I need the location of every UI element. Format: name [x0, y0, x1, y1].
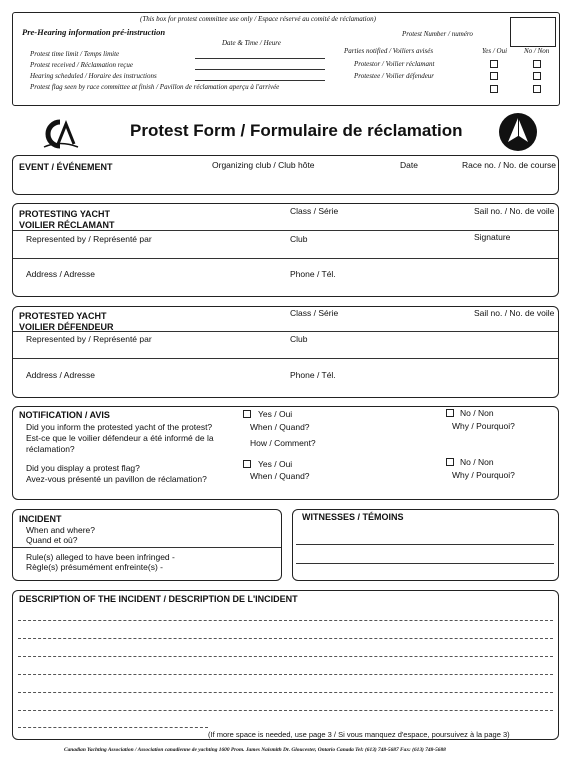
- protesting-club-label: Club: [290, 234, 308, 244]
- description-line-6[interactable]: [18, 710, 553, 711]
- protesting-represented-label: Represented by / Représenté par: [26, 234, 152, 244]
- cya-logo-icon: [40, 118, 80, 150]
- witnesses-heading: WITNESSES / TÉMOINS: [302, 512, 404, 522]
- date-time-label: Date & Time / Heure: [222, 39, 281, 47]
- protesting-heading-fr: VOILIER RÉCLAMANT: [19, 220, 115, 230]
- protest-number-label: Protest Number / numéro: [402, 30, 473, 38]
- q1-fr-2: réclamation?: [26, 444, 75, 454]
- no-header: No / Non: [524, 47, 550, 55]
- protesting-represented-field[interactable]: [13, 258, 558, 259]
- protesting-signature-label: Signature: [474, 232, 511, 242]
- incident-where-en: When and where?: [26, 525, 95, 535]
- protesting-phone-label: Phone / Tél.: [290, 269, 336, 279]
- q1-why-label: Why / Pourquoi?: [452, 421, 515, 431]
- organizing-club-label: Organizing club / Club hôte: [212, 160, 315, 170]
- witnesses-field-1[interactable]: [296, 544, 554, 545]
- witnesses-field-2[interactable]: [296, 563, 554, 564]
- incident-rules-en: Rule(s) alleged to have been infringed -: [26, 552, 175, 562]
- protest-time-limit-label: Protest time limit / Temps limite: [30, 50, 120, 58]
- protesting-class-label: Class / Série: [290, 206, 339, 216]
- protestee-label: Protestee / Voilier défendeur: [354, 72, 435, 80]
- flag-seen-yes-checkbox[interactable]: [490, 85, 498, 93]
- q2-when-label: When / Quand?: [250, 471, 310, 481]
- incident-heading: INCIDENT: [19, 514, 62, 524]
- hearing-scheduled-label: Hearing scheduled / Horaire des instructions: [30, 72, 157, 80]
- protested-heading-en: PROTESTED YACHT: [19, 311, 107, 321]
- more-space-note: (If more space is needed, use page 3 / Si vous manquez d'espace, poursuivez à la page 3): [208, 730, 510, 739]
- q1-yes-label: Yes / Oui: [258, 409, 293, 419]
- description-line-3[interactable]: [18, 656, 553, 657]
- q2-no-label: No / Non: [460, 457, 494, 467]
- description-section: [12, 590, 559, 740]
- event-date-label: Date: [400, 160, 418, 170]
- protestor-no-checkbox[interactable]: [533, 60, 541, 68]
- protested-heading-fr: VOILIER DÉFENDEUR: [19, 322, 114, 332]
- protesting-sail-no-label: Sail no. / No. de voile: [474, 206, 555, 216]
- description-line-2[interactable]: [18, 638, 553, 639]
- pre-hearing-label: Pre-Hearing information pré-instruction: [22, 27, 166, 37]
- protestor-label: Protestor / Voilier réclamant: [354, 60, 435, 68]
- q2-why-label: Why / Pourquoi?: [452, 470, 515, 480]
- protested-address-label: Address / Adresse: [26, 370, 95, 380]
- event-heading: EVENT / ÉVÉNEMENT: [19, 162, 113, 172]
- protest-time-limit-field[interactable]: [195, 58, 325, 59]
- protested-class-label: Class / Série: [290, 308, 339, 318]
- footer-address: Canadian Yachting Association / Association canadienne de yachting 1600 Prom. James Naismith Dr. Gloucester, Ontario Canada Tel: (613) 748-5687 Fax: (613) 748-5688: [64, 747, 446, 753]
- committee-notice: (This box for protest committee use only / Espace réservé au comité de réclamation): [140, 15, 376, 23]
- hearing-scheduled-field[interactable]: [195, 80, 325, 81]
- protest-received-field[interactable]: [195, 69, 325, 70]
- description-heading: DESCRIPTION OF THE INCIDENT / DESCRIPTION DE L'INCIDENT: [19, 594, 298, 604]
- protest-received-label: Protest received / Réclamation reçue: [30, 61, 134, 69]
- q2-yes-label: Yes / Oui: [258, 459, 293, 469]
- yes-header: Yes / Oui: [482, 47, 508, 55]
- q2-no-checkbox[interactable]: [446, 458, 454, 466]
- protestor-yes-checkbox[interactable]: [490, 60, 498, 68]
- q1-yes-checkbox[interactable]: [243, 410, 251, 418]
- protestee-no-checkbox[interactable]: [533, 72, 541, 80]
- q2-yes-checkbox[interactable]: [243, 460, 251, 468]
- description-line-1[interactable]: [18, 620, 553, 621]
- form-title: Protest Form / Formulaire de réclamation: [130, 121, 463, 140]
- protested-club-label: Club: [290, 334, 308, 344]
- protested-represented-field[interactable]: [13, 358, 558, 359]
- description-line-5[interactable]: [18, 692, 553, 693]
- protest-flag-seen-label: Protest flag seen by race committee at finish / Pavillon de réclamation aperçu à l'arrivée: [30, 83, 280, 91]
- description-line-7[interactable]: [18, 727, 208, 728]
- protestee-yes-checkbox[interactable]: [490, 72, 498, 80]
- protesting-class-field[interactable]: [13, 230, 558, 231]
- incident-rules-fr: Règle(s) présumément enfreinte(s) -: [26, 562, 163, 572]
- protesting-address-label: Address / Adresse: [26, 269, 95, 279]
- protested-phone-label: Phone / Tél.: [290, 370, 336, 380]
- incident-where-fr: Quand et où?: [26, 535, 78, 545]
- q2-en: Did you display a protest flag?: [26, 463, 140, 473]
- q1-en: Did you inform the protested yacht of the protest?: [26, 422, 213, 432]
- flag-seen-no-checkbox[interactable]: [533, 85, 541, 93]
- protested-represented-label: Represented by / Représenté par: [26, 334, 152, 344]
- race-no-label: Race no. / No. de course: [462, 160, 557, 170]
- q1-fr-1: Est-ce que le voilier défendeur a été informé de la: [26, 433, 214, 443]
- incident-where-field[interactable]: [13, 547, 281, 548]
- parties-notified-label: Parties notified / Voiliers avisés: [344, 47, 434, 55]
- protest-number-field[interactable]: [510, 17, 556, 47]
- q1-when-label: When / Quand?: [250, 422, 310, 432]
- protested-sail-no-label: Sail no. / No. de voile: [474, 308, 555, 318]
- q1-how-label: How / Comment?: [250, 438, 316, 448]
- protested-class-field[interactable]: [13, 331, 558, 332]
- sail-emblem-icon: [498, 112, 538, 152]
- q2-fr: Avez-vous présenté un pavillon de réclamation?: [26, 474, 207, 484]
- description-line-4[interactable]: [18, 674, 553, 675]
- q1-no-label: No / Non: [460, 408, 494, 418]
- protesting-heading-en: PROTESTING YACHT: [19, 209, 111, 219]
- notification-heading: NOTIFICATION / AVIS: [19, 410, 110, 420]
- q1-no-checkbox[interactable]: [446, 409, 454, 417]
